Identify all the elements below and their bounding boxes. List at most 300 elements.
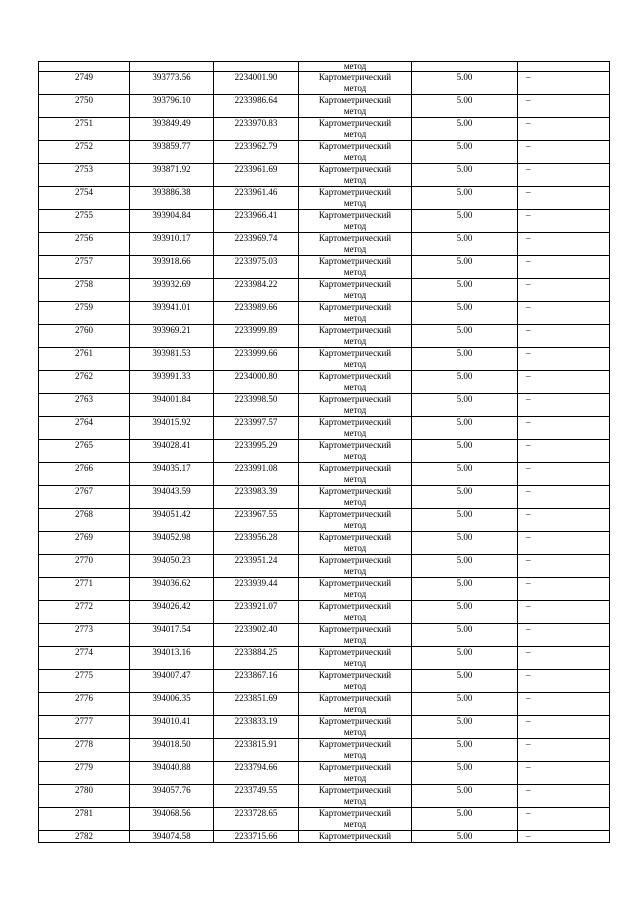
method-line-1: Картометрический (318, 532, 392, 542)
coordinate-y: 2233939.44 (234, 578, 278, 588)
table-row (39, 693, 610, 716)
method-line-1: Картометрический (318, 463, 392, 473)
cell-accuracy (412, 95, 518, 118)
cell-accuracy (412, 325, 518, 348)
coordinate-y: 2233989.66 (234, 302, 278, 312)
accuracy-value: 5.00 (456, 118, 473, 128)
coordinate-y: 2233867.16 (234, 670, 278, 680)
cell-accuracy (412, 279, 518, 302)
table-row (39, 371, 610, 394)
table-row (39, 210, 610, 233)
cell-y (214, 831, 299, 843)
coordinate-y: 2233997.57 (234, 417, 278, 427)
cell-note (518, 325, 610, 348)
accuracy-value: 5.00 (456, 440, 473, 450)
method-line-2: метод (343, 198, 367, 208)
method-line-1: Картометрический (318, 647, 392, 657)
accuracy-value: 5.00 (456, 601, 473, 611)
coordinate-x: 393904.84 (152, 210, 191, 220)
cell-method (299, 164, 412, 187)
table-row (39, 118, 610, 141)
accuracy-value: 5.00 (456, 302, 473, 312)
point-number: 2763 (75, 394, 93, 404)
method-line-2: метод (343, 152, 367, 162)
cell-method (299, 118, 412, 141)
method-line-1: Картометрический (318, 624, 392, 634)
cell-number (39, 486, 130, 509)
method-line-1: Картометрический (318, 187, 392, 197)
point-number: 2777 (75, 716, 93, 726)
cell-x (130, 233, 214, 256)
table-row (39, 647, 610, 670)
cell-note (518, 141, 610, 164)
note-value: – (526, 578, 531, 588)
note-value: – (526, 555, 531, 565)
cell-x (130, 739, 214, 762)
coordinate-x: 394010.41 (152, 716, 191, 726)
cell-number (39, 210, 130, 233)
method-line-1: Картометрический (318, 302, 392, 312)
cell-method (299, 72, 412, 95)
coordinate-x: 393871.92 (152, 164, 191, 174)
cell-accuracy (412, 808, 518, 831)
coordinate-x: 394006.35 (152, 693, 191, 703)
method-line-1: Картометрический (318, 256, 392, 266)
note-value: – (526, 348, 531, 358)
cell-x (130, 601, 214, 624)
cell-x (130, 555, 214, 578)
coordinate-y: 2233999.89 (234, 325, 278, 335)
cell-x (130, 394, 214, 417)
cell-y (214, 118, 299, 141)
cell-method (299, 693, 412, 716)
cell-x (130, 486, 214, 509)
cell-method (299, 302, 412, 325)
note-value: – (526, 762, 531, 772)
cell-y (214, 624, 299, 647)
cell-note (518, 371, 610, 394)
cell-y (214, 72, 299, 95)
table-row (39, 233, 610, 256)
coordinate-y: 2234001.90 (234, 72, 278, 82)
coordinate-y: 2233962.79 (234, 141, 278, 151)
accuracy-value: 5.00 (456, 164, 473, 174)
cell-method (299, 486, 412, 509)
coordinate-y: 2234000.80 (234, 371, 278, 381)
coordinate-y: 2233969.74 (234, 233, 278, 243)
cell-note (518, 394, 610, 417)
point-number: 2761 (75, 348, 93, 358)
cell-accuracy (412, 348, 518, 371)
accuracy-value: 5.00 (456, 486, 473, 496)
coordinate-x: 394028.41 (152, 440, 191, 450)
method-line-1: Картометрический (318, 394, 392, 404)
cell-accuracy (412, 463, 518, 486)
cell-accuracy (412, 233, 518, 256)
cell-method (299, 417, 412, 440)
table-row (39, 831, 610, 843)
cell-x (130, 808, 214, 831)
method-line-1: Картометрический (318, 785, 392, 795)
cell-accuracy (412, 555, 518, 578)
method-line-2: метод (343, 796, 367, 806)
method-line-2: метод (343, 267, 367, 277)
accuracy-value: 5.00 (456, 739, 473, 749)
cell-note (518, 348, 610, 371)
cell-method (299, 141, 412, 164)
coordinate-x: 393969.21 (152, 325, 191, 335)
cell-note (518, 187, 610, 210)
method-line-2: метод (343, 566, 367, 576)
coordinate-y: 2233967.55 (234, 509, 278, 519)
cell-method (299, 233, 412, 256)
cell-y (214, 348, 299, 371)
cell-y (214, 693, 299, 716)
coordinate-x: 393932.69 (152, 279, 191, 289)
cell-y (214, 670, 299, 693)
cell-y (214, 279, 299, 302)
method-line-2: метод (343, 727, 367, 737)
point-number: 2760 (75, 325, 93, 335)
point-number: 2782 (75, 831, 93, 841)
cell-y (214, 187, 299, 210)
cell-method (299, 555, 412, 578)
cell-y (214, 371, 299, 394)
table-row (39, 348, 610, 371)
point-number: 2755 (75, 210, 93, 220)
coordinate-y: 2233984.22 (234, 279, 278, 289)
coordinate-y: 2233902.40 (234, 624, 278, 634)
coordinate-y: 2233815.91 (234, 739, 278, 749)
point-number: 2779 (75, 762, 93, 772)
cell-y (214, 762, 299, 785)
cell-note (518, 578, 610, 601)
cell-note (518, 716, 610, 739)
accuracy-value: 5.00 (456, 578, 473, 588)
cell-method (299, 187, 412, 210)
cell-note (518, 647, 610, 670)
cell-method (299, 624, 412, 647)
table-row (39, 486, 610, 509)
cell-note (518, 417, 610, 440)
accuracy-value: 5.00 (456, 808, 473, 818)
method-line-2: метод (343, 589, 367, 599)
coordinate-x: 394050.23 (152, 555, 191, 565)
cell-number (39, 187, 130, 210)
cell-note (518, 72, 610, 95)
coordinate-x: 393991.33 (152, 371, 191, 381)
point-number: 2752 (75, 141, 93, 151)
method-line-2: метод (343, 382, 367, 392)
coordinate-y: 2233995.29 (234, 440, 278, 450)
table-row (39, 762, 610, 785)
method-line-1: Картометрический (318, 440, 392, 450)
cell-method (299, 578, 412, 601)
cell-accuracy (412, 302, 518, 325)
cell-x (130, 509, 214, 532)
cell-number (39, 164, 130, 187)
cell-y (214, 325, 299, 348)
method-line-2: метод (343, 221, 367, 231)
coordinate-x: 394035.17 (152, 463, 191, 473)
accuracy-value: 5.00 (456, 624, 473, 634)
cell-method (299, 716, 412, 739)
cell-note (518, 532, 610, 555)
cell-number (39, 348, 130, 371)
coordinate-y: 2233986.64 (234, 95, 278, 105)
cell-accuracy (412, 394, 518, 417)
cell-accuracy (412, 141, 518, 164)
method-line-2: метод (343, 129, 367, 139)
cell-note (518, 164, 610, 187)
cell-method (299, 463, 412, 486)
cell-accuracy (412, 164, 518, 187)
coordinate-y: 2233983.39 (234, 486, 278, 496)
cell-note (518, 739, 610, 762)
table-row (39, 601, 610, 624)
coordinate-x: 394036.62 (152, 578, 191, 588)
method-line-1: Картометрический (318, 233, 392, 243)
cell-accuracy (412, 739, 518, 762)
accuracy-value: 5.00 (456, 693, 473, 703)
point-number: 2780 (75, 785, 93, 795)
cell-method (299, 808, 412, 831)
coordinate-x: 393773.56 (152, 72, 191, 82)
note-value: – (526, 601, 531, 611)
cell-x (130, 72, 214, 95)
point-number: 2769 (75, 532, 93, 542)
cell-y (214, 785, 299, 808)
cell-x (130, 417, 214, 440)
cell-method (299, 509, 412, 532)
cell-x (130, 624, 214, 647)
table-row (39, 716, 610, 739)
method-line-1: Картометрический (318, 95, 392, 105)
cell-note (518, 785, 610, 808)
cell-note (518, 486, 610, 509)
table-row (39, 555, 610, 578)
point-number: 2751 (75, 118, 93, 128)
cell-x (130, 693, 214, 716)
cell-accuracy (412, 624, 518, 647)
coordinate-x: 393796.10 (152, 95, 191, 105)
table-row (39, 509, 610, 532)
cell-method (299, 762, 412, 785)
cell-method (299, 670, 412, 693)
cell-note (518, 118, 610, 141)
method-line-2: метод (343, 497, 367, 507)
note-value: – (526, 831, 531, 841)
note-value: – (526, 256, 531, 266)
cell-accuracy (412, 601, 518, 624)
cell-x (130, 348, 214, 371)
cell-x (130, 118, 214, 141)
cell-number (39, 233, 130, 256)
cell-number (39, 555, 130, 578)
cell-note (518, 670, 610, 693)
method-line-2: метод (343, 313, 367, 323)
cell-x (130, 762, 214, 785)
coordinate-y: 2233728.65 (234, 808, 278, 818)
cell-y (214, 95, 299, 118)
cell-number (39, 693, 130, 716)
table-row (39, 325, 610, 348)
cell-accuracy (412, 371, 518, 394)
method-line-1: Картометрический (318, 831, 392, 841)
cell-method (299, 440, 412, 463)
method-line-2: метод (343, 451, 367, 461)
cell-accuracy (412, 187, 518, 210)
cell-y (214, 486, 299, 509)
cell-x (130, 302, 214, 325)
cell-y (214, 509, 299, 532)
accuracy-value: 5.00 (456, 417, 473, 427)
cell-number (39, 601, 130, 624)
method-line-2: метод (343, 773, 367, 783)
note-value: – (526, 532, 531, 542)
cell-y (214, 555, 299, 578)
cell-accuracy (412, 62, 518, 72)
accuracy-value: 5.00 (456, 785, 473, 795)
point-number: 2776 (75, 693, 93, 703)
cell-method (299, 532, 412, 555)
cell-note (518, 279, 610, 302)
method-line-2: метод (343, 704, 367, 714)
method-line-1: Картометрический (318, 486, 392, 496)
cell-note (518, 233, 610, 256)
accuracy-value: 5.00 (456, 371, 473, 381)
coordinate-y: 2233715.66 (234, 831, 278, 841)
point-number: 2770 (75, 555, 93, 565)
cell-accuracy (412, 486, 518, 509)
note-value: – (526, 509, 531, 519)
cell-note (518, 762, 610, 785)
method-line-1: Картометрический (318, 578, 392, 588)
coordinate-x: 394013.16 (152, 647, 191, 657)
point-number: 2754 (75, 187, 93, 197)
coordinate-x: 393910.17 (152, 233, 191, 243)
cell-note (518, 509, 610, 532)
cell-number (39, 141, 130, 164)
table-row (39, 785, 610, 808)
cell-x (130, 440, 214, 463)
coordinate-x: 394026.42 (152, 601, 191, 611)
cell-accuracy (412, 647, 518, 670)
cell-method (299, 601, 412, 624)
cell-method (299, 831, 412, 843)
coordinate-x: 394001.84 (152, 394, 191, 404)
cell-accuracy (412, 762, 518, 785)
coordinate-y: 2233961.46 (234, 187, 278, 197)
cell-x (130, 256, 214, 279)
note-value: – (526, 785, 531, 795)
coordinate-y: 2233999.66 (234, 348, 278, 358)
coordinate-x: 394074.58 (152, 831, 191, 841)
cell-y (214, 532, 299, 555)
method-line-2: метод (343, 750, 367, 760)
coordinate-y: 2233851.69 (234, 693, 278, 703)
coordinate-y: 2233998.50 (234, 394, 278, 404)
method-line-2: метод (343, 520, 367, 530)
note-value: – (526, 417, 531, 427)
cell-x (130, 279, 214, 302)
accuracy-value: 5.00 (456, 187, 473, 197)
coordinate-y: 2233975.03 (234, 256, 278, 266)
coordinate-x: 393918.66 (152, 256, 191, 266)
table-row (39, 739, 610, 762)
method-line-2: метод (343, 405, 367, 415)
cell-note (518, 62, 610, 72)
cell-number (39, 72, 130, 95)
cell-y (214, 463, 299, 486)
cell-note (518, 555, 610, 578)
point-number: 2767 (75, 486, 93, 496)
method-line-2: метод (343, 474, 367, 484)
method-line-1: Картометрический (318, 716, 392, 726)
note-value: – (526, 463, 531, 473)
cell-number (39, 808, 130, 831)
cell-x (130, 578, 214, 601)
cell-number (39, 509, 130, 532)
method-line-2: метод (343, 681, 367, 691)
cell-y (214, 141, 299, 164)
cell-method (299, 279, 412, 302)
method-line-2: метод (343, 543, 367, 553)
method-line-2: метод (343, 244, 367, 254)
table-row (39, 95, 610, 118)
accuracy-value: 5.00 (456, 532, 473, 542)
note-value: – (526, 72, 531, 82)
point-number: 2749 (75, 72, 93, 82)
table-body (39, 62, 610, 843)
cell-x (130, 325, 214, 348)
cell-x (130, 785, 214, 808)
cell-x (130, 831, 214, 843)
note-value: – (526, 187, 531, 197)
table-row (39, 164, 610, 187)
cell-number (39, 440, 130, 463)
method-line-1: Картометрический (318, 509, 392, 519)
accuracy-value: 5.00 (456, 670, 473, 680)
cell-x (130, 463, 214, 486)
cell-x (130, 62, 214, 72)
cell-note (518, 808, 610, 831)
cell-accuracy (412, 72, 518, 95)
accuracy-value: 5.00 (456, 210, 473, 220)
cell-y (214, 808, 299, 831)
cell-number (39, 417, 130, 440)
point-number: 2764 (75, 417, 93, 427)
accuracy-value: 5.00 (456, 394, 473, 404)
cell-number (39, 394, 130, 417)
note-value: – (526, 486, 531, 496)
note-value: – (526, 141, 531, 151)
accuracy-value: 5.00 (456, 348, 473, 358)
coordinate-x: 393849.49 (152, 118, 191, 128)
coordinate-x: 393981.53 (152, 348, 191, 358)
method-line-1: Картометрический (318, 164, 392, 174)
cell-note (518, 831, 610, 843)
accuracy-value: 5.00 (456, 256, 473, 266)
cell-number (39, 578, 130, 601)
cell-x (130, 164, 214, 187)
cell-number (39, 785, 130, 808)
note-value: – (526, 394, 531, 404)
note-value: – (526, 164, 531, 174)
cell-number (39, 325, 130, 348)
cell-y (214, 256, 299, 279)
cell-number (39, 279, 130, 302)
